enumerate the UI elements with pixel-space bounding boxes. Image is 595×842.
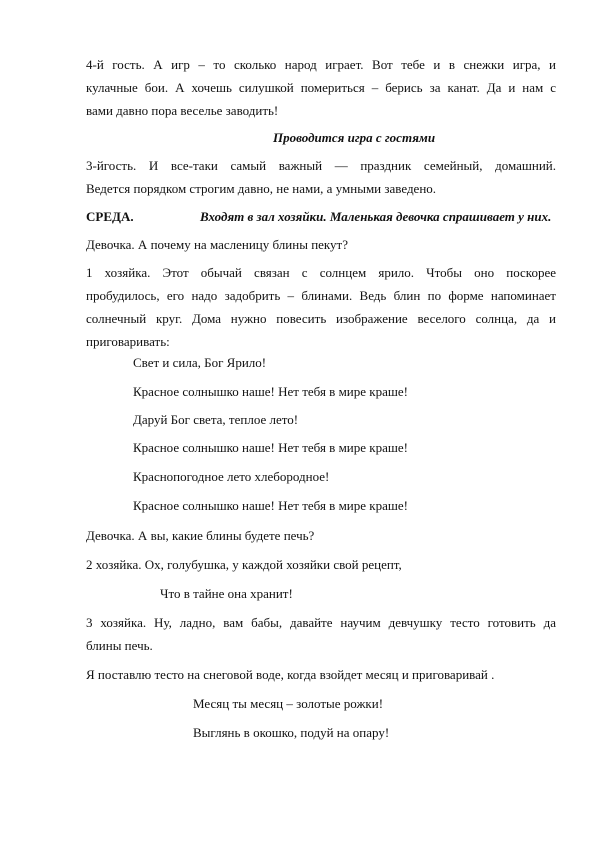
paragraph-hostess1-line1: 1 хозяйка. Этот обычай связан с солнцем ярило. Чтобы оно поскорее xyxy=(86,265,556,280)
paragraph-guest3-line2: Ведется порядком строгим давно, не нами, а умными заведено. xyxy=(86,181,437,196)
paragraph-hostess2: 2 хозяйка. Ох, голубушка, у каждой хозяйки свой рецепт, xyxy=(86,557,402,572)
verse-line: Краснопогодное лето хлебородное! xyxy=(133,469,330,484)
verse-line: Выглянь в окошко, подуй на опару! xyxy=(193,725,390,740)
paragraph-hostess2-continuation: Что в тайне она хранит! xyxy=(160,586,293,601)
verse-line: Красное солнышко наше! Нет тебя в мире краше! xyxy=(133,384,408,399)
verse-line: Красное солнышко наше! Нет тебя в мире краше! xyxy=(133,498,408,513)
question-girl-1: Девочка. А почему на масленицу блины пекут? xyxy=(86,237,348,252)
verse-line: Красное солнышко наше! Нет тебя в мире краше! xyxy=(133,440,408,455)
paragraph-hostess1-line2: пробудилось, его надо задобрить – блинами. Ведь блин по форме напоминает xyxy=(86,288,556,303)
paragraph-hostess3-line2: блины печь. xyxy=(86,638,153,653)
heading-day: СРЕДА. xyxy=(86,209,134,224)
paragraph-guest4-line1: 4-й гость. А игр – то сколько народ играет. Вот тебе и в снежки игра, и xyxy=(86,57,556,72)
paragraph-guest3-line1: 3-йгость. И все-таки самый важный — праздник семейный, домашний. xyxy=(86,158,556,173)
paragraph-hostess1-line4: приговаривать: xyxy=(86,334,170,349)
verse-line: Даруй Бог света, теплое лето! xyxy=(133,412,299,427)
paragraph-guest4-line2: кулачные бои. А хочешь силушкой помериться – берись за канат. Да и нам с xyxy=(86,80,556,95)
verse-line: Месяц ты месяц – золотые рожки! xyxy=(193,696,384,711)
paragraph-guest4-line3: вами давно пора веселье заводить! xyxy=(86,103,279,118)
question-girl-2: Девочка. А вы, какие блины будете печь? xyxy=(86,528,315,543)
verse-line: Свет и сила, Бог Ярило! xyxy=(133,355,267,370)
paragraph-hostess3-line1: 3 хозяйка. Ну, ладно, вам бабы, давайте научим девчушку тесто готовить да xyxy=(86,615,556,630)
paragraph-hostess1-line3: солнечный круг. Дома нужно повесить изображение веселого солнца, да и xyxy=(86,311,556,326)
stage-direction-games: Проводится игра с гостями xyxy=(273,130,436,145)
paragraph-dough: Я поставлю тесто на снеговой воде, когда взойдет месяц и приговаривай . xyxy=(86,667,495,682)
stage-direction-hostesses: Входят в зал хозяйки. Маленькая девочка спрашивает у них. xyxy=(200,209,552,224)
